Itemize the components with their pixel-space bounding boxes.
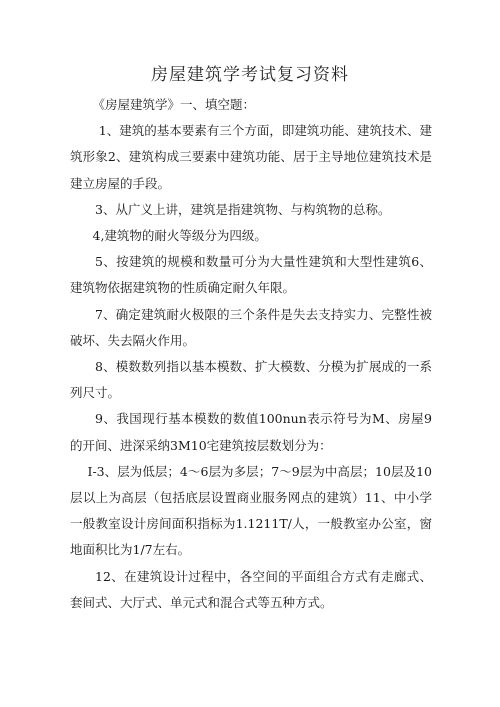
paragraph-item-1: 1、建筑的基本要素有三个方面，即建筑功能、建筑技术、建筑形象2、建筑构成三要素中建筑功能、居于主导地位建筑技术是建立房屋的手段。 bbox=[70, 123, 432, 191]
paragraph-item-12: 12、在建筑设计过程中，各空间的平面组合方式有走廊式、套间式、大厅式、单元式和混合式等五种方式。 bbox=[70, 568, 432, 610]
paragraph-item-7: 7、确定建筑耐火极限的三个条件是失去支持实力、完整性被破坏、失去隔火作用。 bbox=[70, 306, 432, 348]
paragraph-item-9: 9、我国现行基本模数的数值100nun表示符号为M、房屋9的开间、进深采纳3M10宅建筑按层数划分为： bbox=[70, 411, 432, 453]
document-title: 房屋建筑学考试复习资料 bbox=[151, 65, 349, 85]
paragraph-item-5: 5、按建筑的规模和数量可分为大量性建筑和大型性建筑6、建筑物依据建筑物的性质确定耐久年限。 bbox=[70, 254, 432, 296]
paragraph-item-4: 4,建筑物的耐火等级分为四级。 bbox=[92, 228, 267, 244]
paragraph-item-10: I-3、层为低层；4～6层为多层；7～9层为中高层；10层及10层以上为高层（包括底层设置商业服务网点的建筑）11、中小学一般教室设计房间面积指标为1.1211T/人，一般教室办公室，窗地面积比为1/7左右。 bbox=[70, 463, 432, 558]
document-body bbox=[70, 92, 432, 616]
paragraph-item-3: 3、从广义上讲，建筑是指建筑物、与构筑物的总称。 bbox=[95, 201, 391, 217]
section-heading: 《房屋建筑学》一、填空题： bbox=[92, 97, 256, 112]
paragraph-item-8: 8、模数数列指以基本模数、扩大模数、分模为扩展成的一系列尺寸。 bbox=[70, 359, 432, 401]
